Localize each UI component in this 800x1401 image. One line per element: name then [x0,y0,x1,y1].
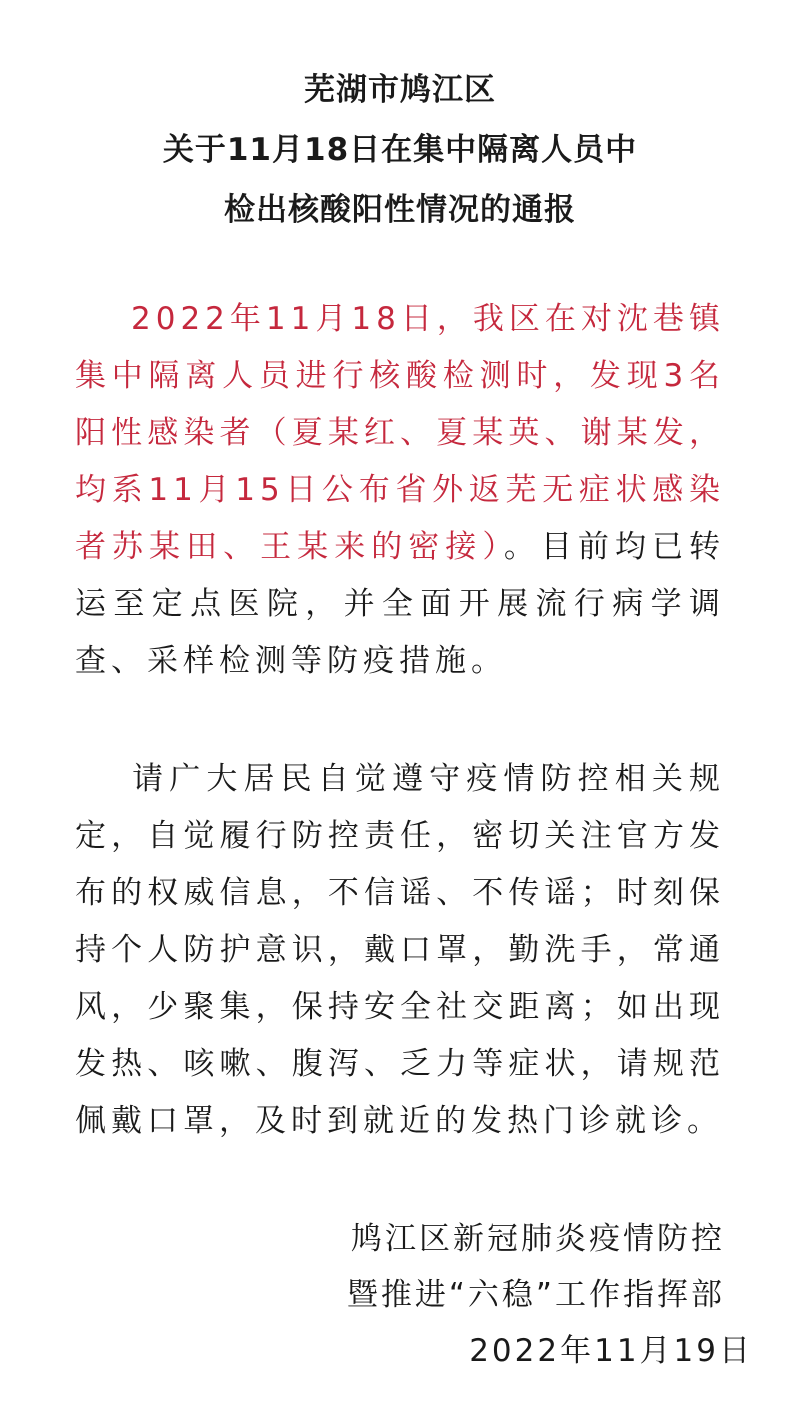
notice-paragraph-2 [75,751,725,1150]
title-line-3: 检出核酸阳性情况的通报 [224,192,576,228]
notice-paragraph-1 [75,291,725,690]
title-line-2: 关于11月18日在集中隔离人员中 [162,132,638,168]
issuer-signature [347,1211,725,1323]
issuer-line-2: 暨推进“六稳”工作指挥部 [346,1277,725,1313]
issuer-line-1: 鸠江区新冠肺炎疫情防控 [351,1221,725,1257]
notice-title [0,60,800,240]
case-followup-text: 。目前均已转运至定点医院，并全面开展流行病学调查、采样检测等防疫措施。 [75,529,726,679]
public-advice-text: 请广大居民自觉遵守疫情防控相关规定，自觉履行防控责任，密切关注官方发布的权威信息，不信谣、不传谣；时刻保持个人防护意识，戴口罩，勤洗手，常通风，少聚集，保持安全社交距离；如出现发热、咳嗽、腹泻、乏力等症状，请规范佩戴口罩，及时到就近的发热门诊就诊。 [75,761,725,1139]
title-line-1: 芜湖市鸠江区 [304,72,496,108]
highlighted-case-info: 2022年11月18日，我区在对沈巷镇集中隔离人员进行核酸检测时，发现3名阳性感染者（夏某红、夏某英、谢某发，均系11月15日公布省外返芜无症状感染者苏某田、王某来的密接） [75,301,725,565]
issue-date: 2022年11月19日 [469,1333,753,1369]
